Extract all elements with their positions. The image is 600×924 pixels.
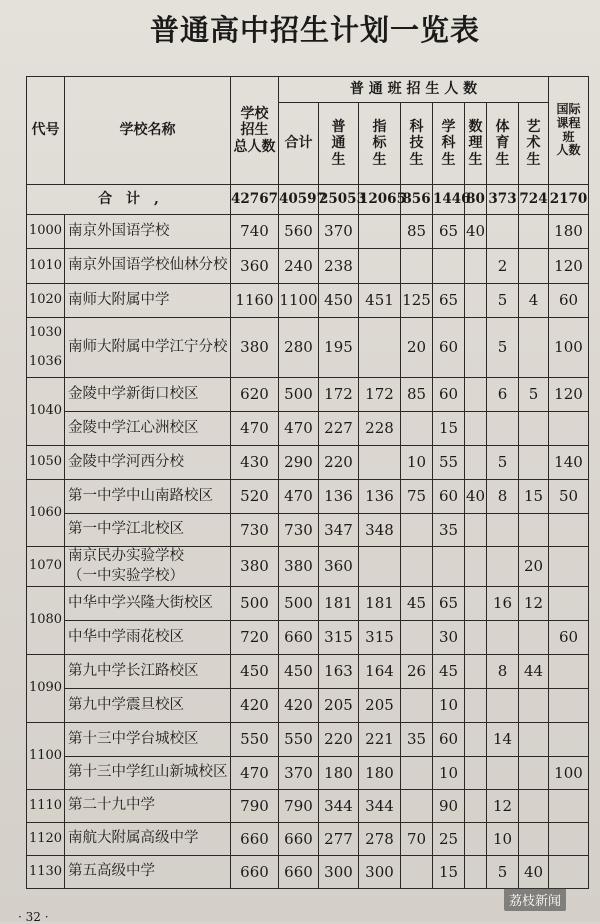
totals-sports: 373 — [487, 185, 519, 215]
cell-tech — [401, 856, 433, 889]
cell-subject: 35 — [433, 514, 465, 547]
cell-sports — [487, 621, 519, 655]
cell-tech: 125 — [401, 284, 433, 318]
school-name: 金陵中学江心洲校区 — [65, 412, 231, 446]
table-row — [27, 587, 589, 621]
cell-math-phys — [465, 446, 487, 480]
cell-quota: 228 — [359, 412, 401, 446]
cell-quota: 180 — [359, 757, 401, 790]
table-row — [27, 514, 589, 547]
table-row — [27, 446, 589, 480]
cell-quota — [359, 318, 401, 378]
cell-sports — [487, 547, 519, 587]
cell-sum: 240 — [279, 249, 319, 284]
cell-international — [549, 689, 589, 723]
header-sum: 合计 — [279, 103, 319, 185]
cell-international: 120 — [549, 378, 589, 412]
cell-general: 277 — [319, 823, 359, 856]
enrollment-table — [26, 76, 589, 889]
cell-subject: 60 — [433, 318, 465, 378]
cell-sports — [487, 412, 519, 446]
header-subject: 学 科 生 — [433, 103, 465, 185]
cell-general: 136 — [319, 480, 359, 514]
cell-subject: 65 — [433, 587, 465, 621]
school-name: 南航大附属高级中学 — [65, 823, 231, 856]
school-name: 第十三中学红山新城校区 — [65, 757, 231, 790]
cell-international: 60 — [549, 284, 589, 318]
header-code: 代号 — [27, 77, 65, 185]
school-code: 1120 — [27, 823, 65, 856]
cell-general: 195 — [319, 318, 359, 378]
cell-general: 205 — [319, 689, 359, 723]
cell-sum: 790 — [279, 790, 319, 823]
cell-arts — [519, 823, 549, 856]
cell-sum: 290 — [279, 446, 319, 480]
header-row — [27, 77, 589, 103]
school-name: 第九中学震旦校区 — [65, 689, 231, 723]
cell-international — [549, 823, 589, 856]
table-row — [27, 655, 589, 689]
table-row — [27, 621, 589, 655]
table-row — [27, 547, 589, 587]
cell-math-phys — [465, 284, 487, 318]
cell-international — [549, 856, 589, 889]
cell-math-phys: 40 — [465, 215, 487, 249]
school-name: 第五高级中学 — [65, 856, 231, 889]
cell-general: 220 — [319, 446, 359, 480]
cell-total: 380 — [231, 318, 279, 378]
cell-arts: 40 — [519, 856, 549, 889]
cell-total: 420 — [231, 689, 279, 723]
cell-international — [549, 723, 589, 757]
cell-sum: 730 — [279, 514, 319, 547]
cell-total: 450 — [231, 655, 279, 689]
cell-sports — [487, 215, 519, 249]
school-name: 第一中学江北校区 — [65, 514, 231, 547]
totals-row — [27, 185, 589, 215]
cell-subject: 15 — [433, 412, 465, 446]
cell-arts — [519, 790, 549, 823]
cell-international: 50 — [549, 480, 589, 514]
cell-sports: 14 — [487, 723, 519, 757]
cell-international: 100 — [549, 318, 589, 378]
totals-general: 25053 — [319, 185, 359, 215]
cell-total: 660 — [231, 856, 279, 889]
school-name: 金陵中学新街口校区 — [65, 378, 231, 412]
table-row — [27, 378, 589, 412]
cell-sports: 2 — [487, 249, 519, 284]
cell-math-phys — [465, 655, 487, 689]
header-quota: 指 标 生 — [359, 103, 401, 185]
header-regular-group: 普 通 班 招 生 人 数 — [279, 77, 549, 103]
table-row — [27, 723, 589, 757]
totals-math-phys: 80 — [465, 185, 487, 215]
school-name: 第十三中学台城校区 — [65, 723, 231, 757]
cell-quota: 278 — [359, 823, 401, 856]
cell-tech — [401, 689, 433, 723]
school-name: 第九中学长江路校区 — [65, 655, 231, 689]
cell-tech: 85 — [401, 378, 433, 412]
school-code: 1000 — [27, 215, 65, 249]
cell-subject: 60 — [433, 378, 465, 412]
cell-arts — [519, 689, 549, 723]
header-sports: 体 育 生 — [487, 103, 519, 185]
header-arts: 艺 术 生 — [519, 103, 549, 185]
cell-math-phys — [465, 823, 487, 856]
cell-tech: 85 — [401, 215, 433, 249]
cell-subject: 65 — [433, 284, 465, 318]
table-row — [27, 284, 589, 318]
cell-sum: 380 — [279, 547, 319, 587]
cell-arts — [519, 412, 549, 446]
cell-tech — [401, 249, 433, 284]
totals-label: 合 计 , — [27, 185, 231, 215]
cell-sum: 660 — [279, 621, 319, 655]
cell-arts — [519, 757, 549, 790]
totals-sum: 40597 — [279, 185, 319, 215]
table-row — [27, 823, 589, 856]
cell-sports — [487, 757, 519, 790]
cell-general: 181 — [319, 587, 359, 621]
cell-sum: 370 — [279, 757, 319, 790]
school-code: 1040 — [27, 378, 65, 446]
cell-total: 360 — [231, 249, 279, 284]
cell-sports: 10 — [487, 823, 519, 856]
cell-math-phys — [465, 587, 487, 621]
school-name: 南京外国语学校仙林分校 — [65, 249, 231, 284]
cell-general: 227 — [319, 412, 359, 446]
cell-math-phys — [465, 318, 487, 378]
cell-international — [549, 412, 589, 446]
table-row — [27, 480, 589, 514]
cell-tech: 26 — [401, 655, 433, 689]
cell-international — [549, 587, 589, 621]
cell-general: 344 — [319, 790, 359, 823]
cell-total: 520 — [231, 480, 279, 514]
cell-quota: 164 — [359, 655, 401, 689]
cell-international: 140 — [549, 446, 589, 480]
cell-quota: 181 — [359, 587, 401, 621]
totals-tech: 856 — [401, 185, 433, 215]
school-name: 南师大附属中学 — [65, 284, 231, 318]
cell-subject: 60 — [433, 480, 465, 514]
cell-math-phys — [465, 249, 487, 284]
school-name: 金陵中学河西分校 — [65, 446, 231, 480]
cell-general: 370 — [319, 215, 359, 249]
cell-arts — [519, 215, 549, 249]
cell-international: 100 — [549, 757, 589, 790]
cell-tech — [401, 621, 433, 655]
cell-subject: 55 — [433, 446, 465, 480]
cell-international: 180 — [549, 215, 589, 249]
cell-quota — [359, 249, 401, 284]
header-general: 普 通 生 — [319, 103, 359, 185]
cell-arts: 15 — [519, 480, 549, 514]
cell-total: 660 — [231, 823, 279, 856]
totals-arts: 724 — [519, 185, 549, 215]
cell-arts — [519, 446, 549, 480]
cell-sum: 550 — [279, 723, 319, 757]
cell-sum: 1100 — [279, 284, 319, 318]
cell-general: 220 — [319, 723, 359, 757]
school-code: 1130 — [27, 856, 65, 889]
cell-sports: 5 — [487, 318, 519, 378]
cell-sum: 470 — [279, 412, 319, 446]
cell-quota: 136 — [359, 480, 401, 514]
school-code: 1030 1036 — [27, 318, 65, 378]
cell-sum: 450 — [279, 655, 319, 689]
header-school: 学校名称 — [65, 77, 231, 185]
cell-arts — [519, 621, 549, 655]
cell-math-phys — [465, 378, 487, 412]
cell-quota: 172 — [359, 378, 401, 412]
cell-international: 60 — [549, 621, 589, 655]
cell-sports — [487, 514, 519, 547]
cell-sports: 5 — [487, 284, 519, 318]
cell-general: 172 — [319, 378, 359, 412]
cell-quota: 344 — [359, 790, 401, 823]
cell-math-phys — [465, 790, 487, 823]
cell-arts — [519, 318, 549, 378]
school-code: 1110 — [27, 790, 65, 823]
cell-total: 380 — [231, 547, 279, 587]
cell-subject: 15 — [433, 856, 465, 889]
cell-total: 430 — [231, 446, 279, 480]
totals-subject: 1446 — [433, 185, 465, 215]
cell-sum: 470 — [279, 480, 319, 514]
cell-math-phys — [465, 689, 487, 723]
totals-international: 2170 — [549, 185, 589, 215]
cell-sum: 660 — [279, 823, 319, 856]
cell-tech — [401, 547, 433, 587]
cell-international — [549, 790, 589, 823]
school-name: 中华中学雨花校区 — [65, 621, 231, 655]
cell-subject: 90 — [433, 790, 465, 823]
cell-sports — [487, 689, 519, 723]
header-international: 国际 课程 班 人数 — [549, 77, 589, 185]
cell-tech — [401, 790, 433, 823]
cell-subject: 25 — [433, 823, 465, 856]
cell-international — [549, 547, 589, 587]
cell-sum: 500 — [279, 587, 319, 621]
cell-general: 300 — [319, 856, 359, 889]
cell-general: 347 — [319, 514, 359, 547]
cell-subject: 65 — [433, 215, 465, 249]
cell-subject — [433, 249, 465, 284]
cell-international — [549, 514, 589, 547]
cell-general: 163 — [319, 655, 359, 689]
school-code: 1100 — [27, 723, 65, 790]
cell-quota — [359, 547, 401, 587]
school-code: 1080 — [27, 587, 65, 655]
cell-total: 550 — [231, 723, 279, 757]
cell-tech: 35 — [401, 723, 433, 757]
school-name: 南京外国语学校 — [65, 215, 231, 249]
cell-subject: 45 — [433, 655, 465, 689]
cell-subject — [433, 547, 465, 587]
header-total-enrollment: 学校 招生 总人数 — [231, 77, 279, 185]
cell-arts — [519, 723, 549, 757]
cell-total: 740 — [231, 215, 279, 249]
cell-sum: 660 — [279, 856, 319, 889]
table-row — [27, 412, 589, 446]
cell-sports: 8 — [487, 480, 519, 514]
cell-sum: 420 — [279, 689, 319, 723]
cell-international: 120 — [549, 249, 589, 284]
cell-arts: 20 — [519, 547, 549, 587]
cell-tech: 45 — [401, 587, 433, 621]
cell-quota: 315 — [359, 621, 401, 655]
cell-quota — [359, 446, 401, 480]
cell-tech — [401, 412, 433, 446]
cell-tech: 10 — [401, 446, 433, 480]
page-number: · 32 · — [18, 910, 49, 924]
cell-sports: 5 — [487, 856, 519, 889]
cell-quota — [359, 215, 401, 249]
totals-quota: 12065 — [359, 185, 401, 215]
table-row — [27, 318, 589, 378]
cell-quota: 348 — [359, 514, 401, 547]
table-row — [27, 249, 589, 284]
school-name: 第二十九中学 — [65, 790, 231, 823]
cell-sum: 560 — [279, 215, 319, 249]
school-code: 1020 — [27, 284, 65, 318]
cell-math-phys — [465, 514, 487, 547]
watermark-logo: 荔枝新闻 — [504, 888, 566, 911]
cell-arts: 44 — [519, 655, 549, 689]
cell-quota: 300 — [359, 856, 401, 889]
cell-total: 620 — [231, 378, 279, 412]
cell-math-phys — [465, 723, 487, 757]
cell-total: 470 — [231, 757, 279, 790]
cell-international — [549, 655, 589, 689]
table-row — [27, 215, 589, 249]
table-row — [27, 689, 589, 723]
cell-arts — [519, 249, 549, 284]
cell-sports: 6 — [487, 378, 519, 412]
school-name: 南京民办实验学校 （一中实验学校） — [65, 547, 231, 587]
cell-subject: 60 — [433, 723, 465, 757]
cell-arts: 4 — [519, 284, 549, 318]
school-code: 1070 — [27, 547, 65, 587]
cell-math-phys: 40 — [465, 480, 487, 514]
cell-quota: 221 — [359, 723, 401, 757]
cell-tech: 20 — [401, 318, 433, 378]
cell-arts: 5 — [519, 378, 549, 412]
header-math-phys: 数 理 生 — [465, 103, 487, 185]
cell-general: 360 — [319, 547, 359, 587]
cell-general: 180 — [319, 757, 359, 790]
cell-subject: 30 — [433, 621, 465, 655]
cell-quota: 451 — [359, 284, 401, 318]
totals-total: 42767 — [231, 185, 279, 215]
school-name: 第一中学中山南路校区 — [65, 480, 231, 514]
header-tech: 科 技 生 — [401, 103, 433, 185]
cell-math-phys — [465, 547, 487, 587]
cell-sports: 12 — [487, 790, 519, 823]
cell-sports: 16 — [487, 587, 519, 621]
cell-tech: 70 — [401, 823, 433, 856]
school-code: 1050 — [27, 446, 65, 480]
cell-sports: 8 — [487, 655, 519, 689]
cell-subject: 10 — [433, 757, 465, 790]
school-code: 1010 — [27, 249, 65, 284]
cell-sum: 280 — [279, 318, 319, 378]
cell-arts: 12 — [519, 587, 549, 621]
school-name: 南师大附属中学江宁分校 — [65, 318, 231, 378]
cell-sports: 5 — [487, 446, 519, 480]
cell-tech: 75 — [401, 480, 433, 514]
cell-general: 238 — [319, 249, 359, 284]
cell-arts — [519, 514, 549, 547]
cell-quota: 205 — [359, 689, 401, 723]
cell-general: 450 — [319, 284, 359, 318]
cell-math-phys — [465, 412, 487, 446]
table-row — [27, 757, 589, 790]
school-code: 1060 — [27, 480, 65, 547]
cell-subject: 10 — [433, 689, 465, 723]
cell-general: 315 — [319, 621, 359, 655]
cell-math-phys — [465, 856, 487, 889]
cell-total: 500 — [231, 587, 279, 621]
table-row — [27, 856, 589, 889]
cell-sum: 500 — [279, 378, 319, 412]
school-code: 1090 — [27, 655, 65, 723]
page-title: 普通高中招生计划一览表 — [150, 13, 481, 47]
school-name: 中华中学兴隆大街校区 — [65, 587, 231, 621]
cell-tech — [401, 757, 433, 790]
cell-tech — [401, 514, 433, 547]
cell-total: 1160 — [231, 284, 279, 318]
cell-total: 470 — [231, 412, 279, 446]
cell-total: 720 — [231, 621, 279, 655]
table-row — [27, 790, 589, 823]
cell-total: 730 — [231, 514, 279, 547]
cell-math-phys — [465, 621, 487, 655]
cell-total: 790 — [231, 790, 279, 823]
cell-math-phys — [465, 757, 487, 790]
